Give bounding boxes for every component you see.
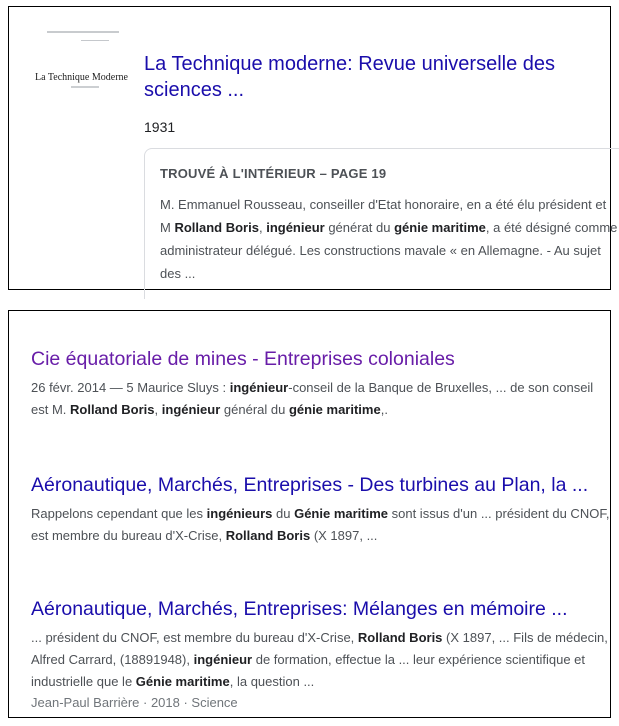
result-title-link[interactable]: Cie équatoriale de mines - Entreprises coloniales: [31, 348, 455, 370]
book-result-panel: [8, 6, 618, 290]
snippet-highlight: Génie maritime: [294, 506, 389, 521]
result-byline: Jean-Paul Barrière · 2018 · Science: [31, 695, 238, 710]
snippet-highlight: Rolland Boris: [174, 220, 259, 235]
snippet-highlight: Rolland Boris: [225, 528, 311, 543]
cover-subtitle-line: [71, 86, 99, 88]
snippet-text: M. Emmanuel Rousseau, conseiller d'Etat honoraire, en a été élu président et M: [160, 197, 607, 235]
found-inside-card[interactable]: [144, 148, 619, 299]
snippet-text: de formation, effectue la ... leur expérience scientifique et industrielle que le: [31, 652, 586, 689]
snippet-highlight: génie maritime: [288, 402, 381, 417]
found-inside-snippet: [160, 193, 619, 285]
snippet-text: 26 févr. 2014 — 5 Maurice Sluys :: [31, 380, 230, 395]
book-title-link[interactable]: La Technique moderne: Revue universelle des sciences ...: [144, 53, 556, 101]
snippet-text: ,: [258, 220, 267, 235]
snippet-text: , a été désigné comme administrateur délégué. Les constructions mavale « en Allemagne. - Au sujet des ...: [160, 220, 618, 281]
search-result: [31, 347, 611, 421]
found-inside-heading: TROUVÉ À L'INTÉRIEUR – PAGE 19: [160, 166, 387, 181]
snippet-text: , la question ...: [229, 674, 315, 689]
snippet-highlight: ingénieur: [229, 380, 289, 395]
cover-header-line: [47, 31, 119, 33]
snippet-text: générat du: [324, 220, 395, 235]
snippet-text: ... président du CNOF, est membre du bureau d'X-Crise,: [31, 630, 358, 645]
snippet-text: ,.: [380, 402, 388, 417]
snippet-text: (X 1897, ... Fils de médecin, Alfred Carrard, (18891948),: [31, 630, 608, 667]
result-snippet: [31, 377, 611, 421]
result-title-link[interactable]: Aéronautique, Marchés, Entreprises: Mélanges en mémoire ...: [31, 598, 568, 620]
result-title-link[interactable]: Aéronautique, Marchés, Entreprises - Des turbines au Plan, la ...: [31, 474, 589, 496]
book-year: 1931: [144, 119, 176, 135]
snippet-text: général du: [220, 402, 289, 417]
snippet-text: Rappelons cependant que les: [31, 506, 207, 521]
snippet-text: du: [272, 506, 295, 521]
cover-subheader-line: [81, 40, 109, 41]
snippet-highlight: ingénieur: [161, 402, 221, 417]
snippet-highlight: ingénieur: [266, 220, 325, 235]
web-results-panel: [8, 310, 611, 718]
result-snippet: [31, 627, 611, 693]
snippet-text: -conseil de la Banque de Bruxelles, ... de son conseil est M.: [31, 380, 594, 417]
cover-title-text: La Technique Moderne: [35, 72, 128, 83]
snippet-highlight: Rolland Boris: [70, 402, 155, 417]
search-result: [31, 473, 611, 547]
snippet-highlight: ingénieur: [193, 652, 253, 667]
snippet-highlight: Rolland Boris: [357, 630, 443, 645]
snippet-highlight: Génie maritime: [135, 674, 230, 689]
snippet-highlight: génie maritime: [394, 220, 486, 235]
snippet-text: sont issus d'un ... président du CNOF, est membre du bureau d'X-Crise,: [31, 506, 610, 543]
snippet-text: (X 1897, ...: [310, 528, 378, 543]
search-result: [31, 597, 611, 713]
snippet-text: ,: [154, 402, 162, 417]
snippet-highlight: ingénieurs: [206, 506, 273, 521]
result-snippet: [31, 503, 611, 547]
book-cover-thumbnail[interactable]: [31, 29, 127, 93]
